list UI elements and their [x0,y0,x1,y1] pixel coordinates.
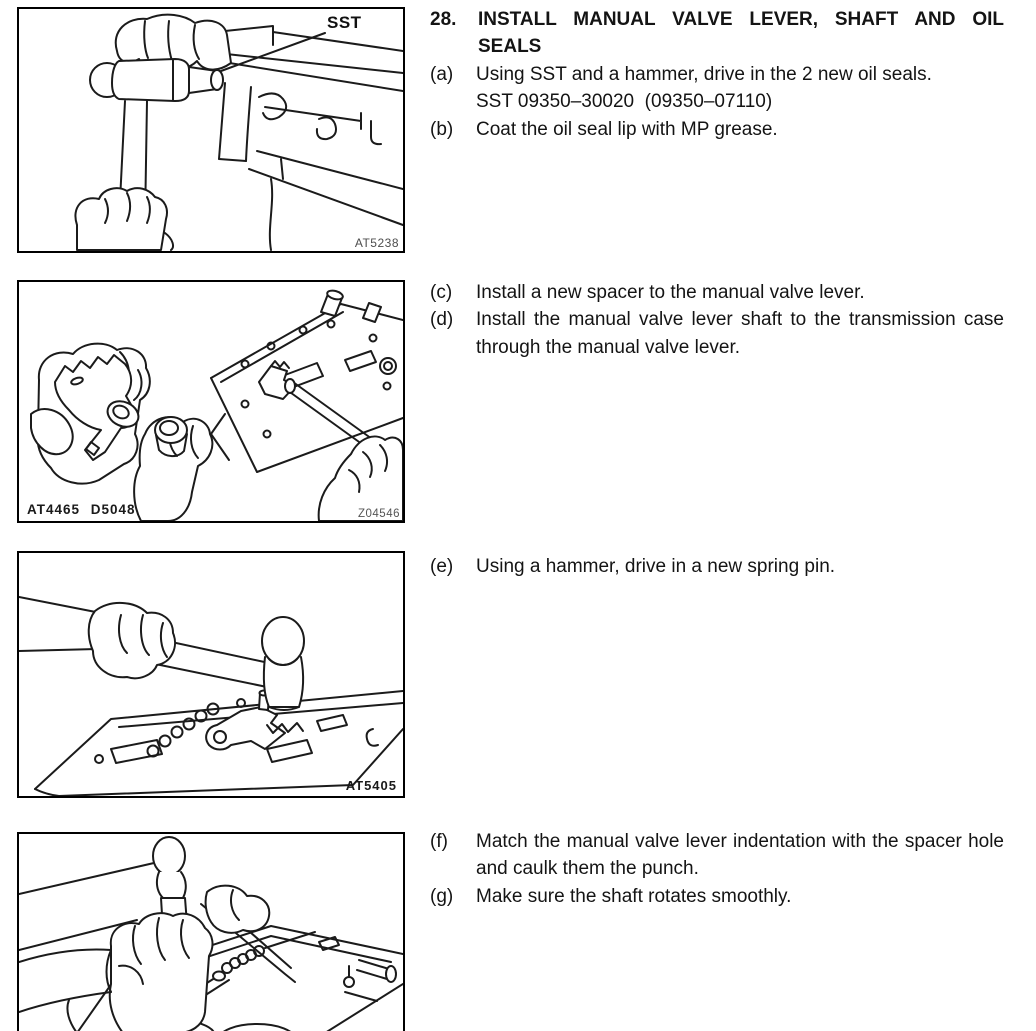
step-title-line-2: SEALS [478,36,542,58]
substep-marker: (d) [430,309,454,331]
substep-marker: (e) [430,556,454,577]
step-heading [430,6,1004,61]
substep-marker: (f) [430,831,448,852]
substep-text [476,61,1004,116]
substep-text: Match the manual valve lever indentation with the spacer hole and caulk them the punch. [476,831,1004,880]
sst-part-numbers: SST 09350–30020 (09350–07110) [476,91,773,113]
substep-text: Make sure the shaft rotates smoothly. [476,885,792,907]
figure-oil-seal-install [17,7,405,253]
figure-code: AT5238 [354,236,399,250]
instruction-block-1 [430,6,1004,143]
oil-seal-install-line-art [19,9,403,251]
substep-c [430,279,1004,306]
substep-g [430,883,1004,910]
step-title-line-1: INSTALL MANUAL VALVE LEVER, SHAFT AND OIL [478,9,1004,30]
substep-b [430,116,1004,143]
figure-code: AT5405 [345,778,397,793]
instruction-block-2 [430,279,1004,361]
substep-text: Using a hammer, drive in a new spring pin. [476,556,836,577]
substep-text: Install the manual valve lever shaft to the transmission case through the manual valve lever. [476,309,1004,358]
spring-pin-line-art [19,553,403,796]
figure-lever-spacer-shaft [17,280,405,523]
substep-a [430,61,1004,116]
punch-caulk-line-art [19,834,403,1031]
instruction-block-3 [430,553,1004,580]
substep-e [430,553,1004,580]
substep-a-text: Using SST and a hammer, drive in the 2 new oil seals. [476,63,932,85]
substep-d [430,306,1004,361]
substep-text: Install a new spacer to the manual valve lever. [476,282,865,303]
substep-marker: (b) [430,118,454,140]
figure-code: Z04546 [357,507,400,520]
figure-code: AT4465 D5048 [27,501,136,517]
sst-callout-label: SST [327,13,362,32]
substep-marker: (a) [430,63,454,85]
substep-f [430,828,1004,883]
substep-text: Coat the oil seal lip with MP grease. [476,118,778,140]
instruction-block-4 [430,828,1004,910]
substep-marker: (g) [430,885,454,907]
figure-spring-pin-install [17,551,405,798]
lever-spacer-shaft-line-art [19,282,403,521]
step-number: 28. [430,9,457,30]
figure-punch-caulk [17,832,405,1031]
substep-marker: (c) [430,282,453,303]
step-title [478,6,1004,61]
